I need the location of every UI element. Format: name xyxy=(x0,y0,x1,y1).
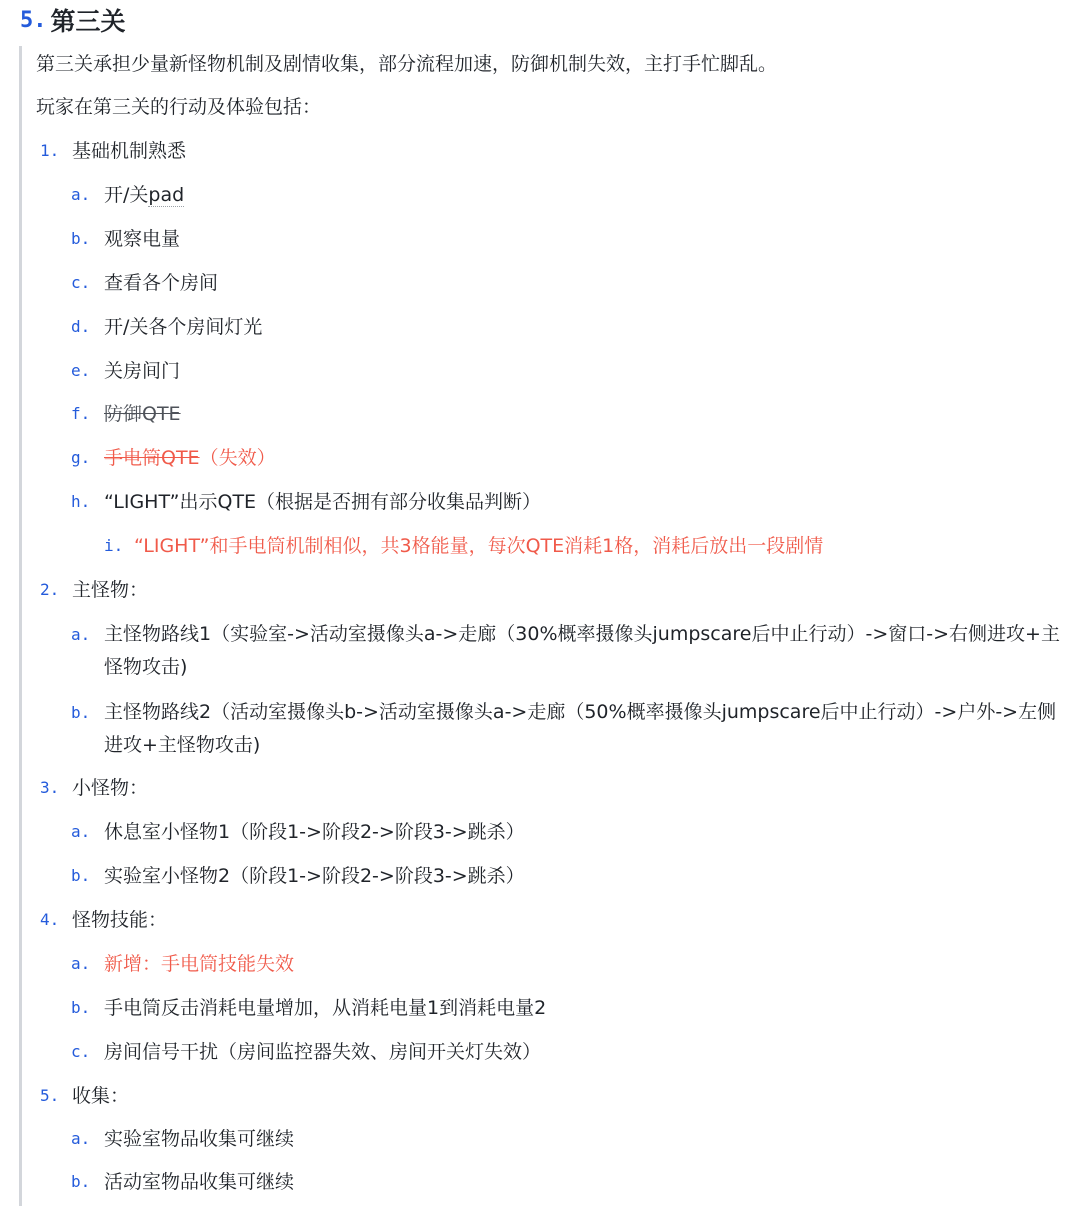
list-marker: b. xyxy=(71,229,91,248)
status-note: （失效） xyxy=(199,447,276,469)
list-marker: d. xyxy=(71,317,91,336)
list-item: 4. 怪物技能： xyxy=(40,904,167,936)
sub-list-item xyxy=(71,442,276,474)
list-item: 3. 小怪物： xyxy=(40,772,148,804)
struck-text: 防御QTE xyxy=(104,403,181,425)
sub-list-item: h. “LIGHT”出示QTE（根据是否拥有部分收集品判断） xyxy=(71,486,541,518)
sub-list-item: d. 开/关各个房间灯光 xyxy=(71,311,262,343)
list-marker: b. xyxy=(71,1172,91,1191)
list-marker: a. xyxy=(71,1129,91,1148)
sub-list-item: a. 开/关pad xyxy=(71,179,184,211)
list-marker: a. xyxy=(71,625,91,644)
list-marker: 5. xyxy=(40,1086,60,1105)
sub-list-item: e. 关房间门 xyxy=(71,355,180,387)
section-number: 5. xyxy=(20,7,47,33)
sub-list-item: b. 手电筒反击消耗电量增加，从消耗电量1到消耗电量2 xyxy=(71,992,546,1024)
list-marker: 3. xyxy=(40,778,60,797)
section-title: 第三关 xyxy=(50,7,126,36)
list-marker: e. xyxy=(71,361,91,380)
intro-paragraph-2: 玩家在第三关的行动及体验包括： xyxy=(36,96,322,118)
list-marker: f. xyxy=(71,404,91,423)
sub-list-item: a. 实验室物品收集可继续 xyxy=(71,1123,294,1155)
list-item: 5. 收集： xyxy=(40,1080,129,1112)
list-marker: 2. xyxy=(40,580,60,599)
sub-list-item: a. 新增：手电筒技能失效 xyxy=(71,948,294,980)
sub-list-item: b. 主怪物路线2（活动室摄像头b->活动室摄像头a->走廊（50%概率摄像头jumpscare后中止行动）->户外->左侧进攻+主怪物攻击) xyxy=(71,696,1075,762)
list-marker: c. xyxy=(71,273,91,292)
struck-text: 手电筒QTE xyxy=(104,447,200,469)
sub-list-item: c. 房间信号干扰（房间监控器失效、房间开关灯失效） xyxy=(71,1036,541,1068)
sub-list-item: b. 活动室物品收集可继续 xyxy=(71,1166,294,1198)
list-marker: 1. xyxy=(40,141,60,160)
sub-sub-list-item: i. “LIGHT”和手电筒机制相似，共3格能量，每次QTE消耗1格，消耗后放出一段剧情 xyxy=(104,530,823,562)
intro-paragraph-1: 第三关承担少量新怪物机制及剧情收集，部分流程加速，防御机制失效，主打手忙脚乱。 xyxy=(36,53,778,75)
list-marker: g. xyxy=(71,448,91,467)
list-marker: a. xyxy=(71,822,91,841)
section-heading xyxy=(20,2,126,38)
list-item: 1. 基础机制熟悉 xyxy=(40,135,186,167)
list-marker: 4. xyxy=(40,910,60,929)
list-item: 2. 主怪物： xyxy=(40,574,148,606)
list-marker: a. xyxy=(71,954,91,973)
list-marker: c. xyxy=(71,1042,91,1061)
sub-list-item: a. 主怪物路线1（实验室->活动室摄像头a->走廊（30%概率摄像头jumpscare后中止行动）->窗口->右侧进攻+主怪物攻击) xyxy=(71,618,1075,684)
spellcheck-underline: pad xyxy=(148,184,185,206)
list-marker: i. xyxy=(104,536,124,555)
sub-list-item: a. 休息室小怪物1（阶段1->阶段2->阶段3->跳杀） xyxy=(71,816,525,848)
list-marker: h. xyxy=(71,492,91,511)
sub-list-item xyxy=(71,398,181,430)
list-marker: b. xyxy=(71,703,91,722)
sub-list-item: b. 实验室小怪物2（阶段1->阶段2->阶段3->跳杀） xyxy=(71,860,525,892)
list-marker: a. xyxy=(71,185,91,204)
list-marker: b. xyxy=(71,998,91,1017)
sub-list-item: c. 查看各个房间 xyxy=(71,267,218,299)
sub-list-item: b. 观察电量 xyxy=(71,223,180,255)
quote-bar xyxy=(19,46,22,1206)
list-marker: b. xyxy=(71,866,91,885)
